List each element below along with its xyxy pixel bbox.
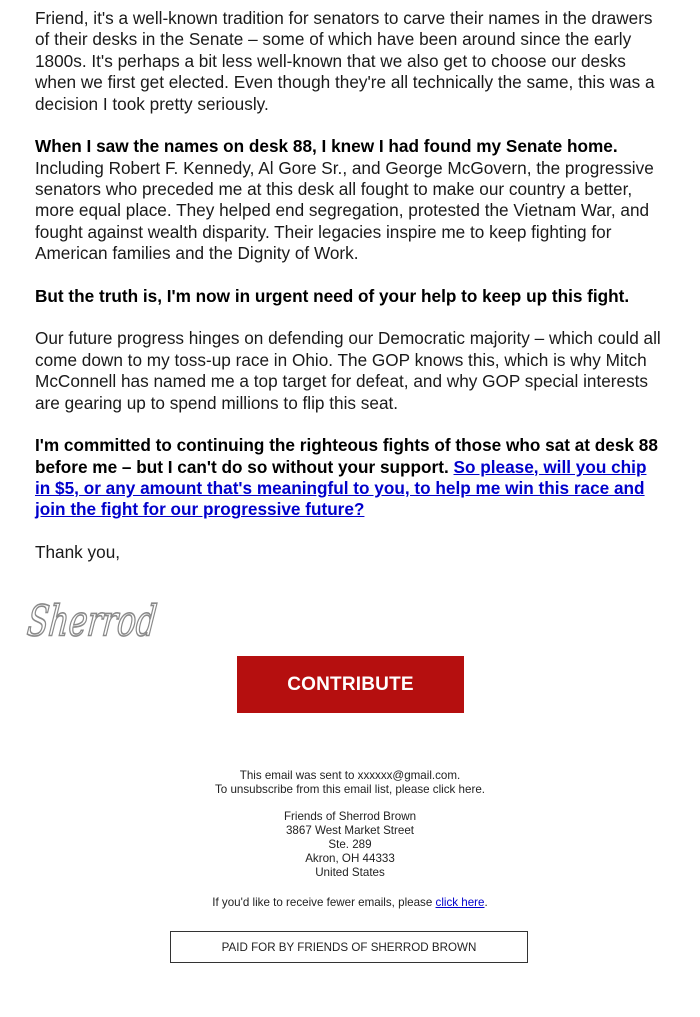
org-name: Friends of Sherrod Brown	[283, 810, 417, 823]
fewer-emails-prefix: If you'd like to receive fewer emails, please	[212, 896, 436, 909]
paragraph-urgent	[35, 286, 665, 307]
address-street: 3867 West Market Street	[285, 824, 415, 837]
chip-in-link[interactable]: So please, will you chip in $5, or any amount that's meaningful to you, to help me win this race and join the fight for our progressive future?	[35, 456, 647, 520]
urgent-bold-text: But the truth is, I'm now in urgent need of your help to keep up this fight.	[35, 285, 630, 306]
closing-text: Thank you,	[35, 542, 121, 563]
unsubscribe-link[interactable]: To unsubscribe from this email list, please click here.	[215, 783, 485, 796]
paragraph-intro: Friend, it's a well-known tradition for senators to carve their names in the drawers of their desks in the Senate – some of which have been around since the early 1800s. It's perhaps a bit less well-known that we also get to choose our desks when we first get elected. Even though they're all technically the same, this was a decision I took pretty seriously.	[35, 8, 655, 114]
address-city: Akron, OH 44333	[305, 852, 395, 865]
email-footer	[0, 769, 700, 910]
fewer-emails-text	[0, 896, 700, 910]
contribute-button[interactable]: CONTRIBUTE	[237, 656, 464, 713]
email-body	[35, 8, 665, 585]
ask-bold-text: I'm committed to continuing the righteous fights of those who sat at desk 88 before me – but I can't do so without your support.	[35, 435, 658, 477]
paid-for-disclaimer: PAID FOR BY FRIENDS OF SHERROD BROWN	[170, 931, 528, 963]
paragraph-desk-88	[35, 136, 665, 264]
paragraph-majority: Our future progress hinges on defending our Democratic majority – which could all come down to my toss-up race in Ohio. The GOP knows this, which is why Mitch McConnell has named me a top target for defeat, and why GOP special interests are gearing up to spend millions to flip this seat.	[35, 328, 661, 413]
signature-text: Sherrod	[25, 596, 160, 646]
address-suite: Ste. 289	[328, 838, 372, 851]
sent-to-text: This email was sent to xxxxxx@gmail.com.	[239, 769, 461, 782]
desk-88-bold-lead: When I saw the names on desk 88, I knew I had found my Senate home.	[35, 136, 618, 157]
fewer-emails-suffix: .	[484, 896, 488, 909]
address-country: United States	[315, 866, 385, 879]
fewer-emails-link[interactable]: click here	[435, 896, 485, 909]
desk-88-body: Including Robert F. Kennedy, Al Gore Sr., and George McGovern, the progressive senators who preceded me at this desk all fought to make our country a better, more equal place. They helped end segregation, protested the Vietnam War, and fought against wealth disparity. Their legacies inspire me to keep fighting for American families and the Dignity of Work.	[35, 157, 654, 264]
handwritten-signature	[25, 592, 160, 650]
paragraph-ask	[35, 435, 665, 521]
